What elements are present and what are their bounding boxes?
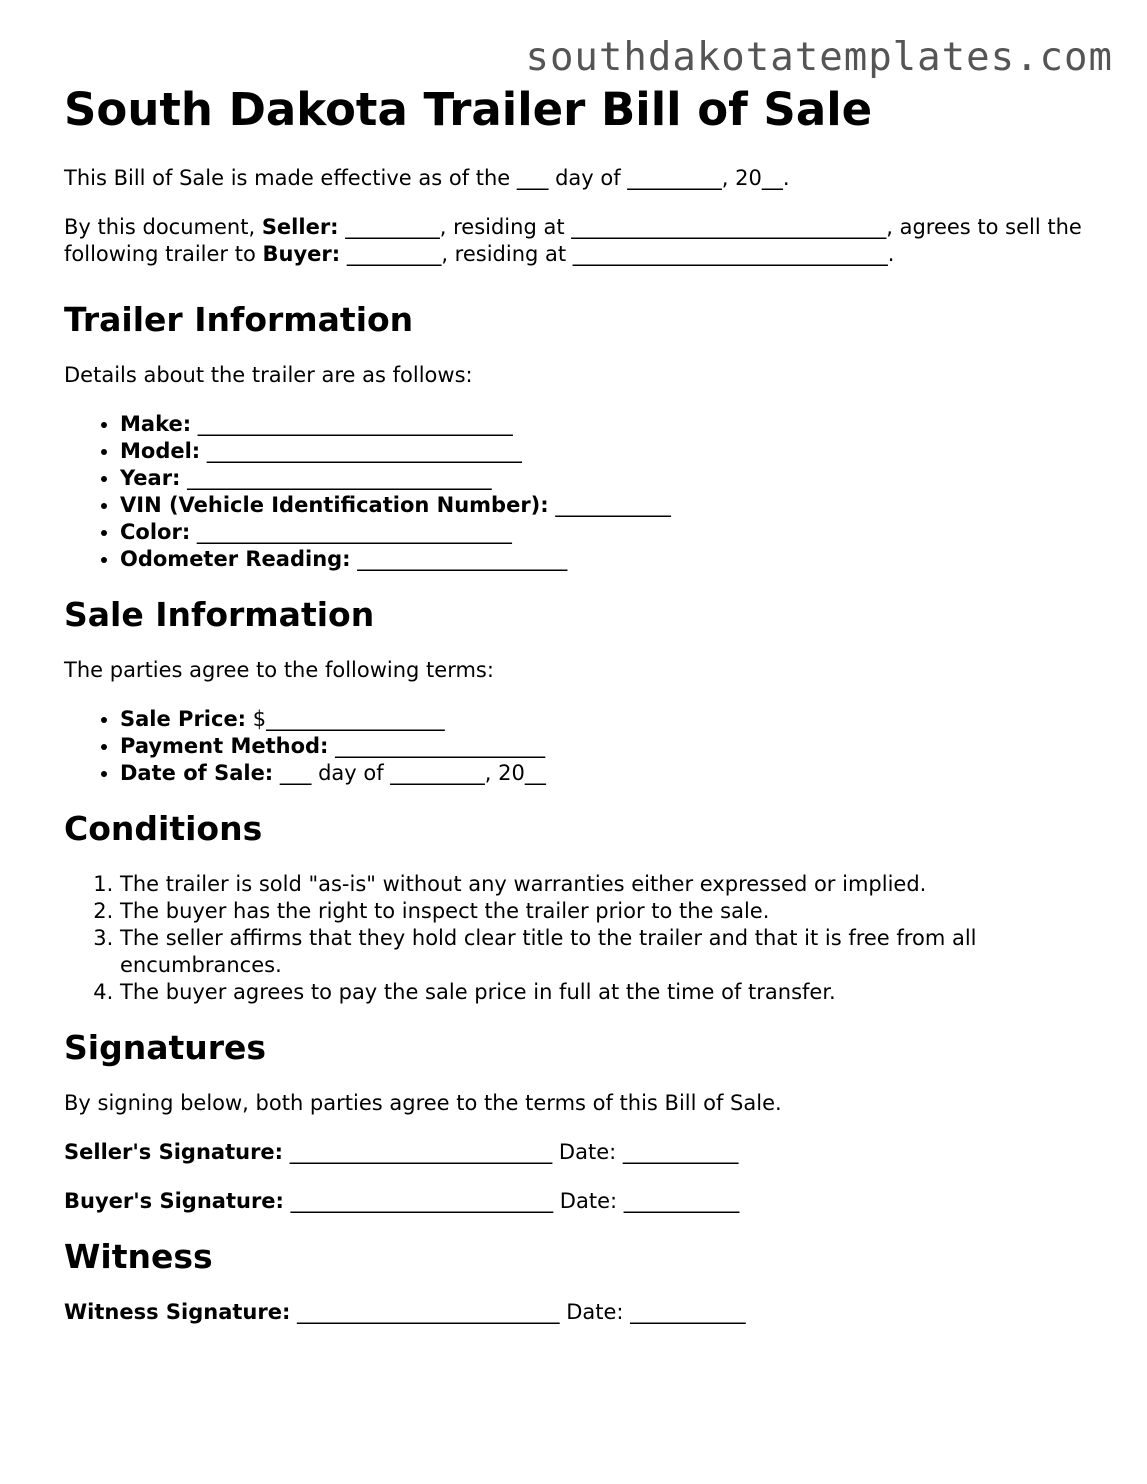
year-field: _____________________________ bbox=[180, 466, 492, 490]
parties-mid: _________, residing at ______________________________, agrees to sell the following trailer to bbox=[64, 215, 1082, 266]
document-body bbox=[64, 82, 1084, 1326]
witness-signature-line bbox=[64, 1299, 1084, 1326]
date-of-sale-label: Date of Sale: bbox=[120, 761, 274, 785]
list-item bbox=[120, 411, 1084, 438]
vin-label: VIN (Vehicle Identification Number): bbox=[120, 493, 549, 517]
sale-list bbox=[64, 706, 1084, 787]
list-item bbox=[120, 492, 1084, 519]
make-field: ______________________________ bbox=[191, 412, 513, 436]
document-title: South Dakota Trailer Bill of Sale bbox=[64, 83, 873, 136]
signatures-heading: Signatures bbox=[64, 1028, 267, 1067]
sale-lead: The parties agree to the following terms: bbox=[64, 658, 494, 682]
parties-post: _________, residing at ______________________________. bbox=[340, 242, 895, 266]
buyer-signature-line bbox=[64, 1188, 1084, 1215]
list-item bbox=[120, 733, 1084, 760]
model-label: Model: bbox=[120, 439, 201, 463]
trailer-heading: Trailer Information bbox=[64, 300, 414, 339]
witness-heading: Witness bbox=[64, 1237, 213, 1276]
buyer-signature-label: Buyer's Signature: bbox=[64, 1189, 284, 1213]
watermark: southdakotatemplates.com bbox=[525, 35, 1113, 80]
list-item bbox=[120, 706, 1084, 733]
list-item bbox=[120, 546, 1084, 573]
effective-date-line: This Bill of Sale is made effective as of the ___ day of _________, 20__. bbox=[64, 166, 790, 190]
seller-signature-line bbox=[64, 1139, 1084, 1166]
list-item: 3. The seller affirms that they hold clear title to the trailer and that it is free from all encumbrances. bbox=[120, 925, 1084, 979]
trailer-lead: Details about the trailer are as follows: bbox=[64, 363, 473, 387]
seller-signature-label: Seller's Signature: bbox=[64, 1140, 284, 1164]
conditions-list bbox=[64, 871, 1084, 1006]
vin-field: ___________ bbox=[548, 493, 671, 517]
odometer-field: ____________________ bbox=[350, 547, 568, 571]
year-label: Year: bbox=[120, 466, 181, 490]
date-of-sale-field: ___ day of _________, 20__ bbox=[273, 761, 546, 785]
seller-label: Seller: bbox=[261, 215, 339, 239]
list-item bbox=[120, 519, 1084, 546]
list-item bbox=[120, 465, 1084, 492]
payment-method-label: Payment Method: bbox=[120, 734, 329, 758]
make-label: Make: bbox=[120, 412, 192, 436]
sale-price-field: $_________________ bbox=[246, 707, 445, 731]
color-field: ______________________________ bbox=[190, 520, 512, 544]
signatures-lead: By signing below, both parties agree to the terms of this Bill of Sale. bbox=[64, 1091, 782, 1115]
odometer-label: Odometer Reading: bbox=[120, 547, 351, 571]
parties-pre: By this document, bbox=[64, 215, 262, 239]
payment-method-field: ____________________ bbox=[328, 734, 546, 758]
list-item bbox=[120, 760, 1084, 787]
witness-signature-label: Witness Signature: bbox=[64, 1300, 291, 1324]
list-item bbox=[120, 438, 1084, 465]
trailer-list bbox=[64, 411, 1084, 573]
list-item: 2. The buyer has the right to inspect the trailer prior to the sale. bbox=[120, 898, 1084, 925]
conditions-heading: Conditions bbox=[64, 809, 263, 848]
sale-price-label: Sale Price: bbox=[120, 707, 247, 731]
model-field: ______________________________ bbox=[200, 439, 522, 463]
witness-signature-field: _________________________ Date: ___________ bbox=[290, 1300, 746, 1324]
color-label: Color: bbox=[120, 520, 191, 544]
list-item: 1. The trailer is sold "as-is" without any warranties either expressed or implied. bbox=[120, 871, 1084, 898]
buyer-signature-field: _________________________ Date: ___________ bbox=[283, 1189, 740, 1213]
sale-heading: Sale Information bbox=[64, 595, 375, 634]
parties-paragraph bbox=[64, 214, 1084, 268]
list-item: 4. The buyer agrees to pay the sale price in full at the time of transfer. bbox=[120, 979, 1084, 1006]
seller-signature-field: _________________________ Date: ___________ bbox=[283, 1140, 739, 1164]
buyer-label: Buyer: bbox=[262, 242, 341, 266]
